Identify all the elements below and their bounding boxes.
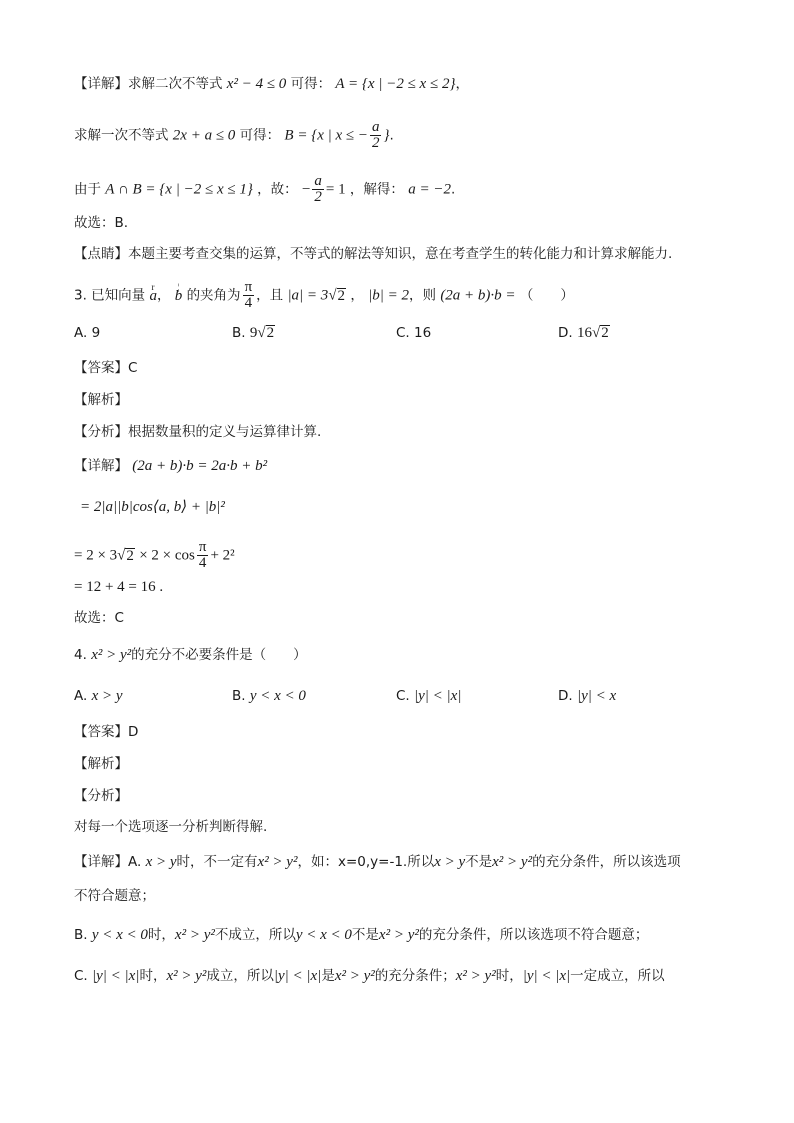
option-a: A. 9 — [74, 325, 101, 341]
answer-line: 【答案】D — [74, 724, 139, 740]
answer-line: 【答案】C — [74, 360, 138, 376]
fraction: $\frac{\pi}{4}$ — [198, 539, 207, 571]
line-detail-3: 由于 A ∩ B = {x | −2 ≤ x ≤ 1} ，故： − $\frac{a}{2}$ = 1 ，解得： a = −2. — [74, 173, 456, 205]
line-detail-1: 【详解】求解二次不等式 x² − 4 ≤ 0 可得： A = {x | −2 ≤ x ≤ 2}， — [74, 76, 469, 92]
option-a: A. x > y — [74, 688, 123, 704]
analysis-heading: 【解析】 — [74, 756, 128, 772]
question-3-title: 3. 已知向量 r a， ¦ b 的夹角为 $\frac{\pi}{4}$ ，且 |a| = 3√2 ， |b| = 2，则 (2a + b)·b = （ ） — [74, 280, 574, 311]
option-d: D. 16√2 — [558, 325, 609, 341]
analysis-line: 【分析】根据数量积的定义与运算律计算. — [74, 424, 322, 440]
detail-b: B. y < x < 0时，x² > y²不成立，所以y < x < 0不是x² > y²的充分条件，所以该选项不符合题意； — [74, 927, 649, 943]
question-4-title: 4. x² > y²的充分不必要条件是（ ） — [74, 647, 307, 663]
line-detail-2: 求解一次不等式 2x + a ≤ 0 可得： B = {x | x ≤ − $\frac{a}{2}$ }. — [74, 119, 394, 151]
step-3: = 2 × 3√2 × 2 × cos $\frac{\pi}{4}$ + 2² — [74, 539, 235, 571]
detail-line: 【详解】 (2a + b)·b = 2a·b + b² — [74, 458, 268, 474]
detail-a-cont: 不符合题意； — [74, 888, 155, 904]
step-2: = 2|a||b|cos⟨a, b⟩ + |b|² — [80, 499, 225, 515]
choose-line-3: 故选：C — [74, 610, 124, 626]
analysis-text: 对每一个选项逐一分析判断得解. — [74, 819, 268, 835]
detail-c: C. |y| < |x|时，x² > y²成立，所以|y| < |x|是x² > y²的充分条件；x² > y²时，|y| < |x|一定成立，所以 — [74, 968, 665, 984]
option-b: B. 9√2 — [232, 325, 275, 341]
fraction: $\frac{a}{2}$ — [371, 119, 380, 151]
choose-line: 故选：B. — [74, 215, 129, 231]
analysis-heading: 【解析】 — [74, 392, 128, 408]
fraction: $\frac{\pi}{4}$ — [244, 279, 253, 311]
option-d: D. |y| < x — [558, 688, 617, 704]
step-4: = 12 + 4 = 16 . — [74, 579, 164, 595]
option-b: B. y < x < 0 — [232, 688, 306, 704]
remark-line: 【点睛】本题主要考查交集的运算，不等式的解法等知识，意在考查学生的转化能力和计算求解能力. — [74, 246, 673, 262]
fraction: $\frac{a}{2}$ — [314, 173, 322, 205]
option-c: C. 16 — [396, 325, 432, 341]
option-c: C. |y| < |x| — [396, 688, 462, 704]
detail-heading: 【详解】 — [74, 76, 128, 92]
detail-a: 【详解】A. x > y时，不一定有x² > y²，如：x=0,y=-1.所以x > y不是x² > y²的充分条件，所以该选项 — [74, 854, 681, 870]
analysis-subheading: 【分析】 — [74, 788, 128, 804]
